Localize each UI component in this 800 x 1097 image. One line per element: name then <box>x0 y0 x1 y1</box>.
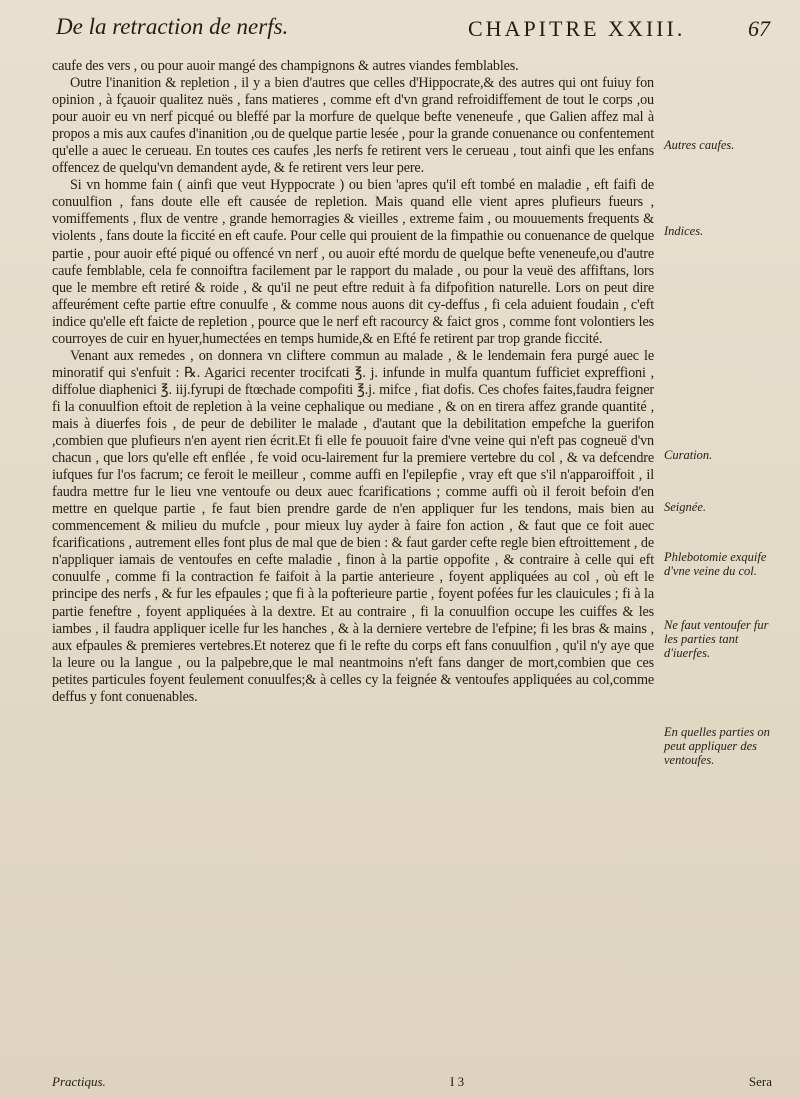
page-footer <box>52 1074 772 1092</box>
margin-note-quelles-parties: En quelles parties on peut appliquer des ventoufes. <box>664 725 770 767</box>
running-header <box>56 12 770 46</box>
margin-note-seignee: Seignée. <box>664 500 706 514</box>
margin-note-phlebotomie: Phlebotomie exquife d'vne veine du col. <box>664 550 767 578</box>
footer-catchword-left: Practiqus. <box>52 1074 106 1089</box>
paragraph: Venant aux remedes , on donnera vn cliftere commun au malade , & le lendemain fera purgé auec le minoratif qui s'enfuit : ℞. Agarici recenter trocifcati ℥. j. infunde in mulfa quantum fufficiet expreffioni , diffolue diaphenici ℥. iij.fyrupi de ftœchade compofiti ℥.j. mifce , fiat dofis. Ces chofes faites,faudra feigner fi la conuulfion eftoit de repletion à la veine cephalique ou mediane , & on en tirera affez grande quantité , mais à diuerfes fois , de peur de debiliter le malade , d'autant que la debilitation empefche la guerifon ,combien que plufieurs n'en ayent rien écrit.Et fi elle fe pouuoit faire d'vne veine qui n'eft pas cogneuë d'vn chacun , que lors qu'elle eft enflée , fe void ocu-lairement fur la premiere vertebre du col , & va defcendre iufques fur l'os facrum; ce feroit le meilleur , comme auffi en l'epilepfie , vray eft que s'il n'apparoiffoit , il faudra mettre fur le lieu vne ventoufe ou deux auec fcarifications ; comme auffi où il feroit befoin d'en mettre en quelque partie , fe faut bien prendre garde de n'en appliquer fur les tendons, mais bien au commencement & milieu du mufcle , pour mieux luy ayder à faire fon action , & faut que ce foit auec fcarifications , autrement elles font plus de mal que de bien : & faut garder cefte regle bien eftroittement , de n'appliquer iamais de ventoufes en cefte maladie , finon à la partie oppofite , & contraire à celle qui eft conuulfe , comme fi la contraction fe faifoit à la partie anterieure , foyent appliquées au col , où eft le principe des nerfs , & fur les efpaules ; que fi à la pofterieure partie , foyent pofées fur les clauicules ; fi à la partie feneftre , foyent appliquées à la dextre. Et au contraire , fi la conuulfion occupe les cuiffes & les iambes , il faudra appliquer icelle fur les hanches , & à la derniere vertebre de l'efpine; fi les bras & mains , aux efpaules & premieres vertebres.Et noterez que fi le refte du corps eft fans conuulfion , qu'il n'y aye que la leure ou la langue , ou la palpebre,que le mal neantmoins n'eft fans danger de mort,combien que ces petites particules foyent feulement conuulfes;& à celles cy la feignée & ventoufes appliquées au col,comme deffus y font conuenables. <box>52 347 654 705</box>
margin-note-autres-causes: Autres caufes. <box>664 138 735 152</box>
signature-mark: I 3 <box>450 1074 465 1089</box>
margin-note-ventouses: Ne faut ventoufer fur les parties tant d'iuerfes. <box>664 618 769 660</box>
catchword: Sera <box>748 1074 772 1089</box>
running-title: De la retraction de nerfs. <box>56 14 289 39</box>
main-text-block <box>52 58 654 706</box>
chapter-heading: CHAPITRE XXIII. <box>468 16 686 41</box>
paragraph: Si vn homme fain ( ainfi que veut Hyppocrate ) ou bien 'apres qu'il eft tombé en maladie , eft faifi de conuulfion , fans doute elle eft causée de repletion. Mais quand elle vient apres plufieurs fueurs , vomiffements , flux de ventre , grande hemorragies & vieilles , extreme faim , ou mouuements frequents & violents , fans doute la ficcité en eft caufe. Pour celle qui prouient de la fimpathie ou conuenance de quelque partie , pour auoir efté piqué ou offencé vn nerf , ou auoir efté mordu de quelque befte veneneufe,ou d'autre caufe femblable, cela fe connoiftra facilement par le rapport du malade , ou pour la veuë des affiftans, lors que le membre eft retiré & roide , & qu'il ne peut eftre reduit à fa difpofition naturelle. Lors on peut dire affeurément cefte partie eftre conuulfe , & comme nous auons dit cy-deffus , fi cela aduient foudain , c'eft indice qu'elle eft faicte de repletion , pource que le nerf eft racourcy & faict gros , comme font volontiers les courroyes de cuir en hyuer,humectées en temps humide,& en Efté fe retirent par trop grande ficcité. <box>52 177 654 347</box>
page-number: 67 <box>748 16 770 41</box>
margin-note-indices: Indices. <box>664 224 704 238</box>
paragraph: caufe des vers , ou pour auoir mangé des champignons & autres viandes femblables. <box>52 58 519 74</box>
paragraph: Outre l'inanition & repletion , il y a bien d'autres que celles d'Hippocrate,& des autres qui ont fuiuy fon opinion , à fçauoir qualitez nuës , fans matieres , comme eft d'vn grand refroidiffement de tout le corps ,ou pour auoir eu vn nerf picqué ou bleffé par la morfure de quelque befte veneneufe , que Galien affez mal à propos a mis aux caufes d'inanition ,ou de quelque partie lesée , pour la grande conuenance ou confentement qu'elle a auec le cerueau. En toutes ces caufes ,les nerfs fe retirent vers le cerueau , tout ainfi que les enfans offencez de quelqu'vn demandent ayde, & fe retirent vers leur pere. <box>52 75 654 177</box>
margin-note-curation: Curation. <box>664 448 713 462</box>
